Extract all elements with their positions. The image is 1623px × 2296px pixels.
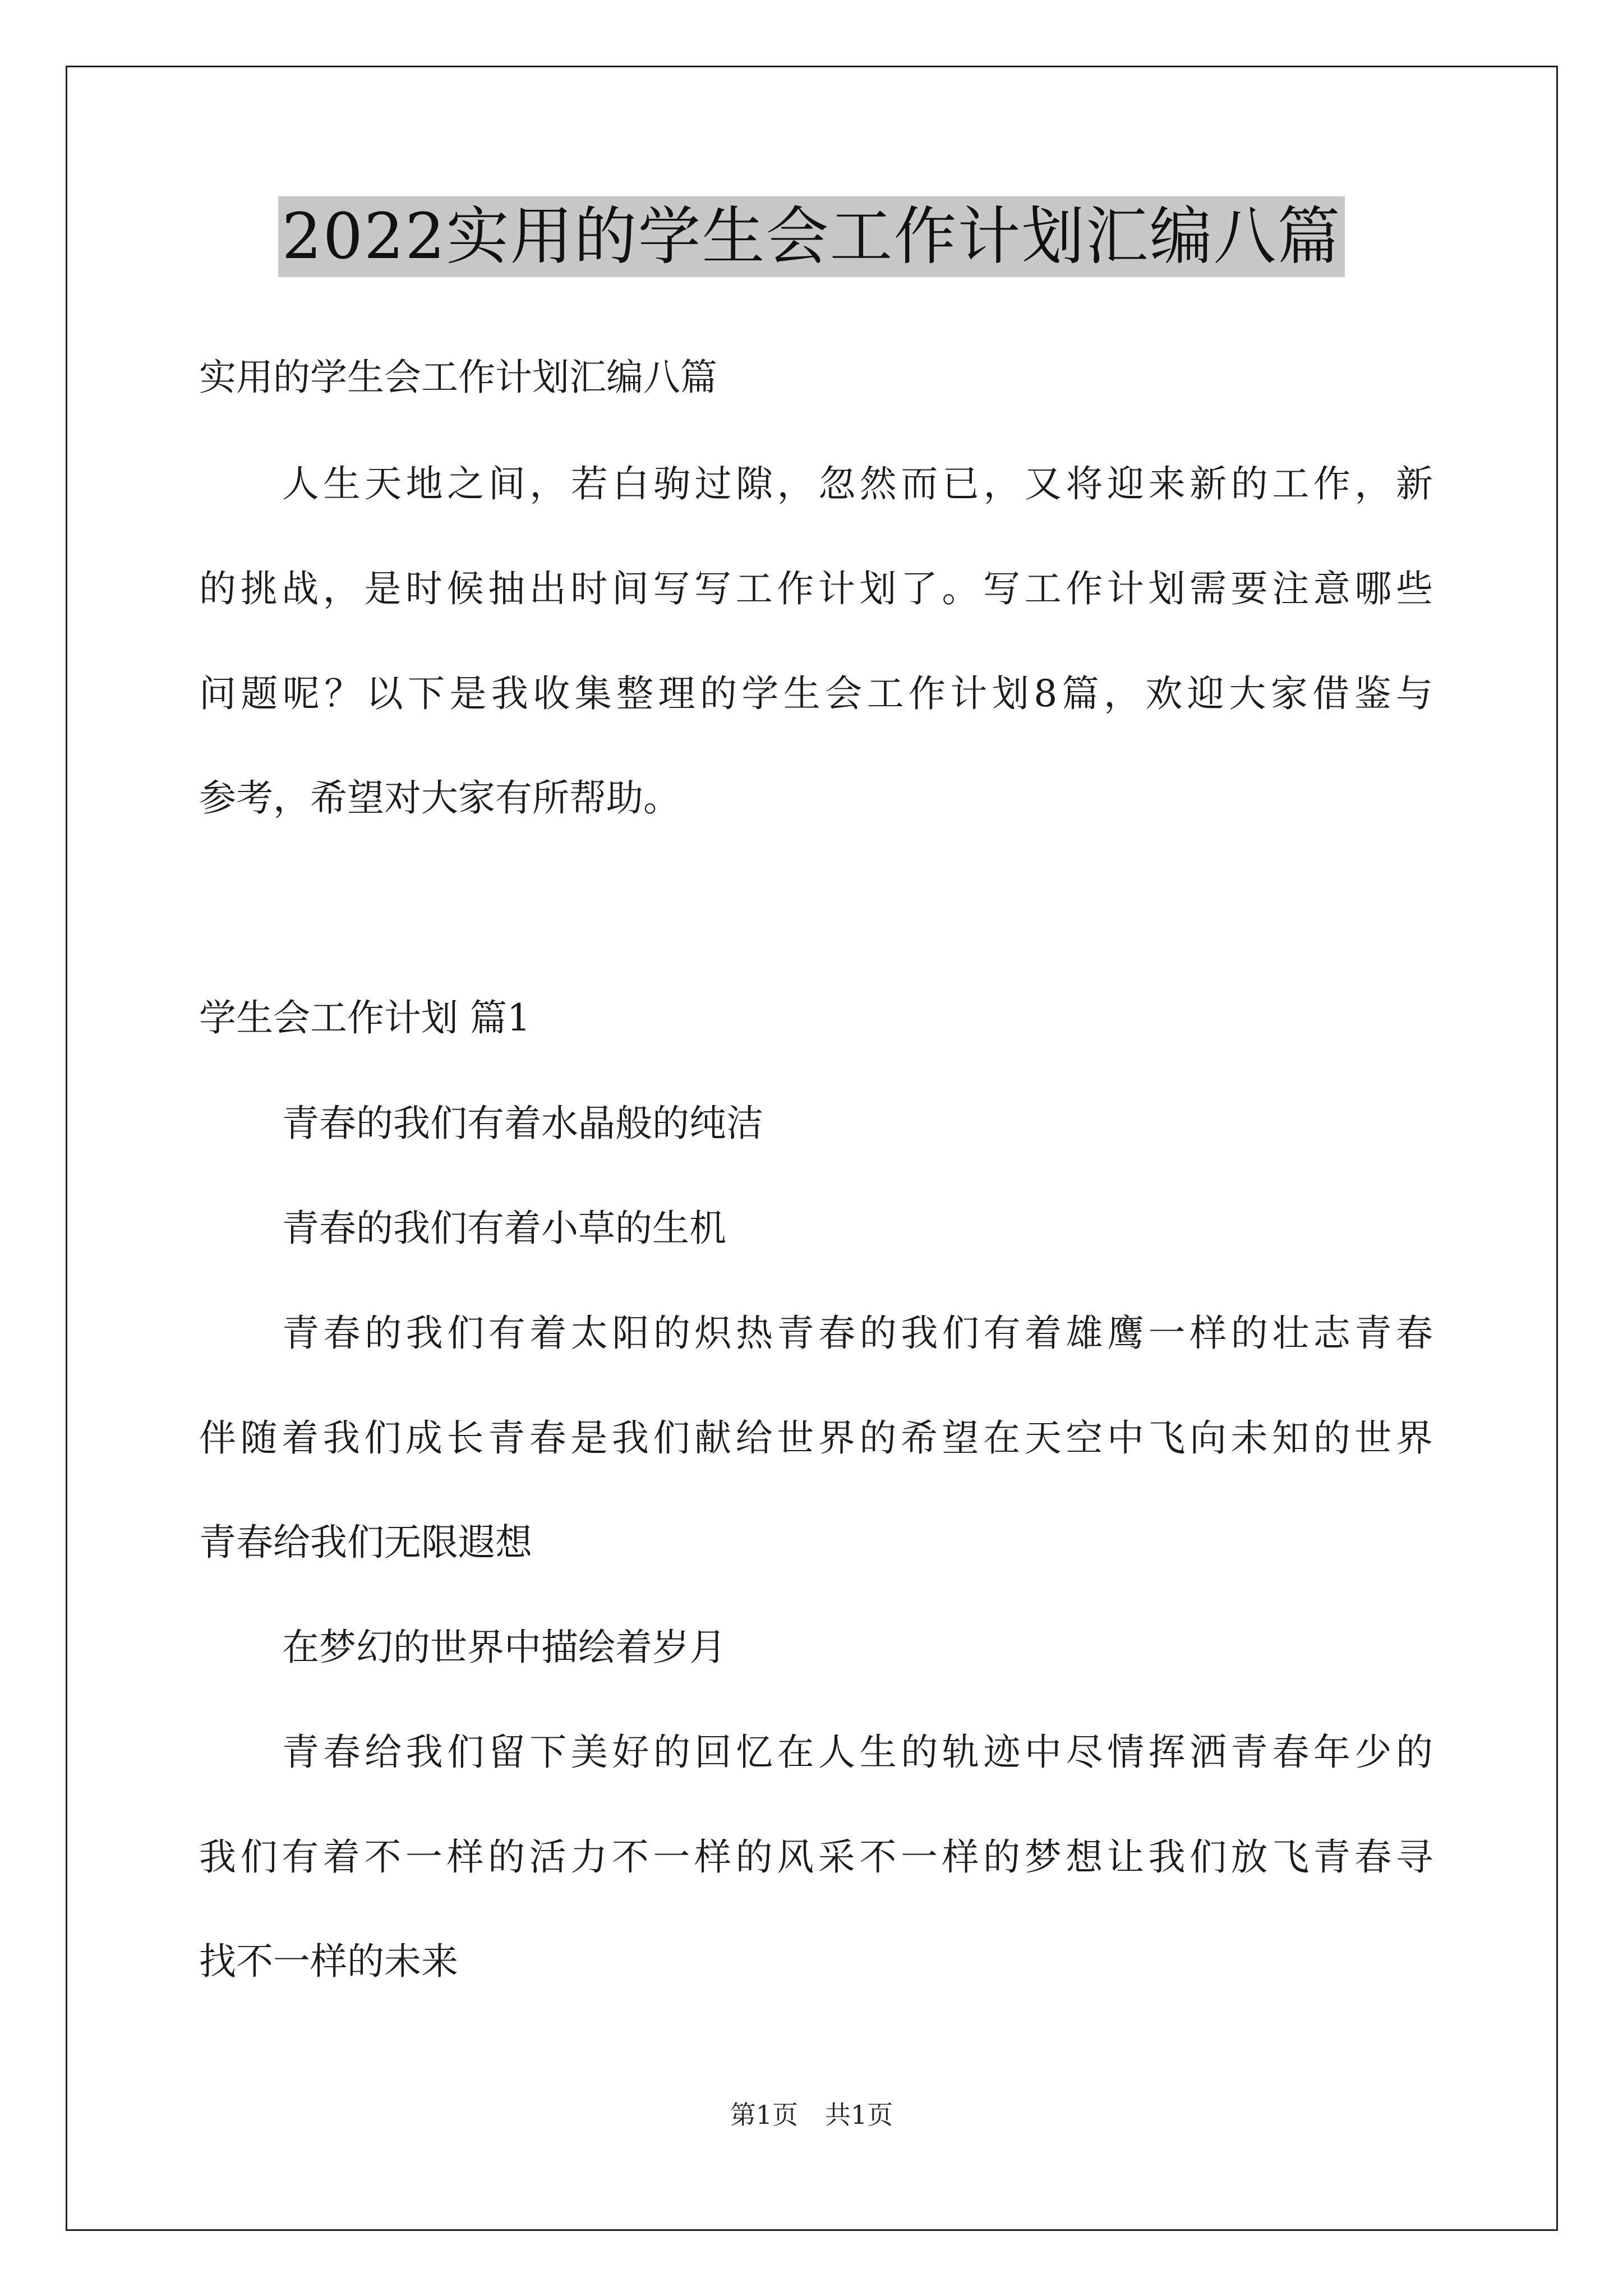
body-line: 伴随着我们成长青春是我们献给世界的希望在天空中飞向未知的世界 [199,1416,1433,1460]
intro-line: 的挑战，是时候抽出时间写写工作计划了。写工作计划需要注意哪些 [199,567,1433,610]
intro-line: 人生天地之间，若白驹过隙，忽然而已，又将迎来新的工作，新 [282,462,1433,505]
page-footer [0,2098,1623,2132]
body-line: 青春的我们有着小草的生机 [282,1207,726,1250]
document-subtitle: 实用的学生会工作计划汇编八篇 [199,356,717,399]
body-line: 找不一样的未来 [199,1940,458,1983]
intro-line: 问题呢？以下是我收集整理的学生会工作计划8篇，欢迎大家借鉴与 [199,672,1433,715]
body-line: 在梦幻的世界中描绘着岁月 [282,1626,726,1669]
intro-line: 参考，希望对大家有所帮助。 [199,776,680,820]
page-number-total: 共1页 [825,2100,893,2130]
title-container [0,196,1623,277]
body-line: 青春给我们留下美好的回忆在人生的轨迹中尽情挥洒青春年少的 [282,1731,1433,1774]
document-title: 2022实用的学生会工作计划汇编八篇 [278,196,1344,277]
section-heading: 学生会工作计划 篇1 [199,996,531,1039]
body-line: 青春的我们有着太阳的炽热青春的我们有着雄鹰一样的壮志青春 [282,1312,1433,1355]
page-number-current: 第1页 [730,2100,798,2130]
body-line: 青春的我们有着水晶般的纯洁 [282,1102,763,1145]
body-line: 青春给我们无限遐想 [199,1521,532,1564]
body-line: 我们有着不一样的活力不一样的风采不一样的梦想让我们放飞青春寻 [199,1835,1433,1879]
